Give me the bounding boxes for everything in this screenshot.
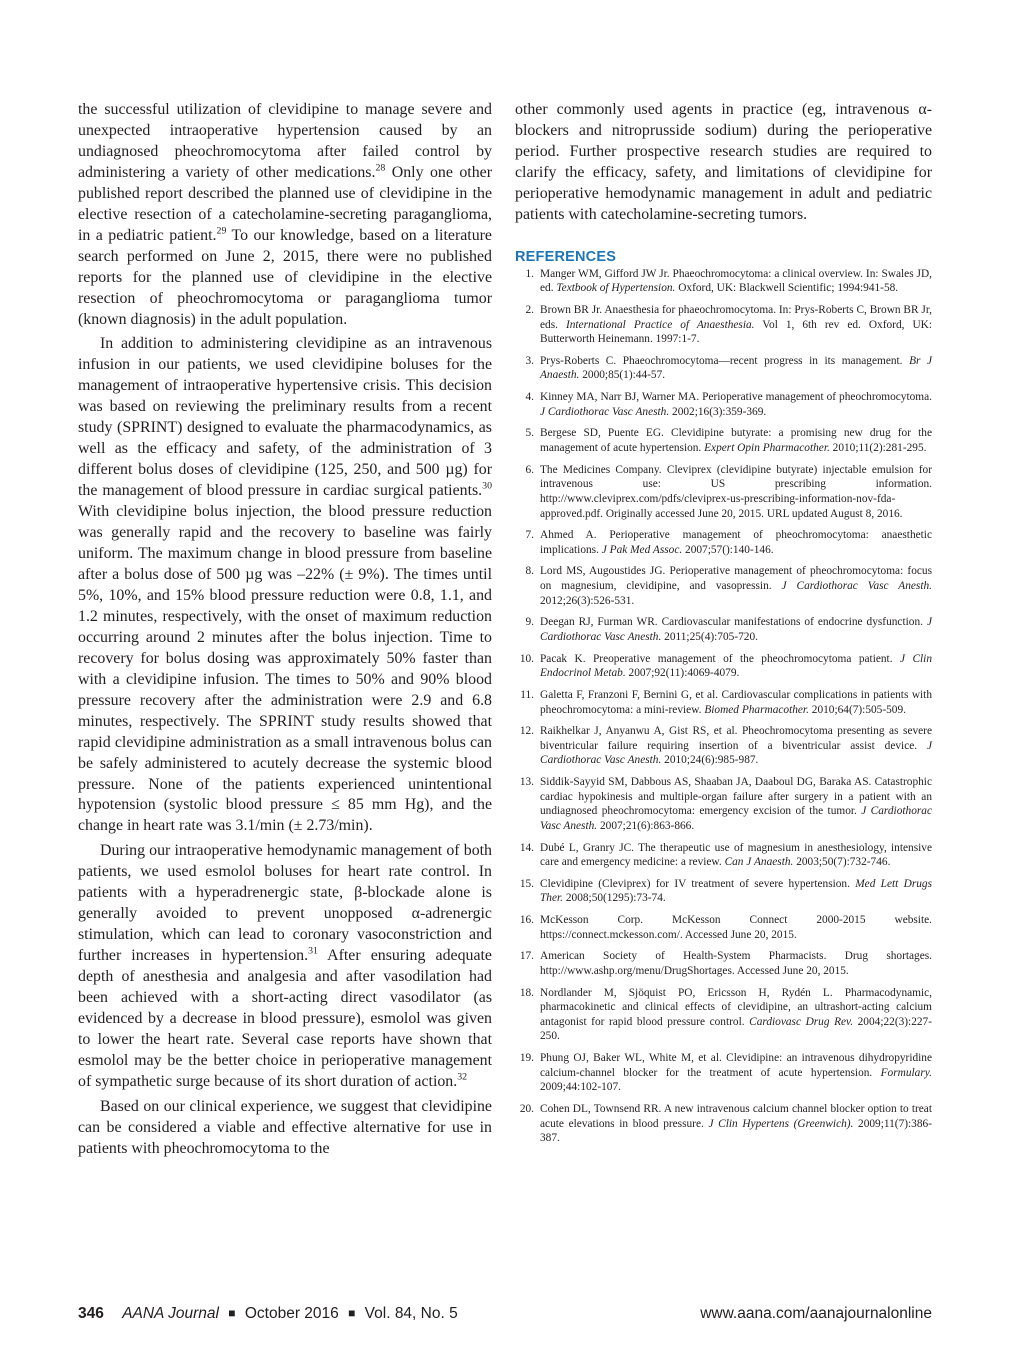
reference-number: 9.: [525, 616, 534, 629]
reference-item: [515, 390, 932, 419]
reference-item: [515, 528, 932, 557]
reference-text: Nordlander M, Sjöquist PO, Ericsson H, Rydén L. Pharmacodynamic, pharmacokinetic and clinical effects of clevidipine, an ultrashort-acting calcium antagonist for rapid blood pressure control. Cardiovasc Drug Rev. 2004;22(3):227-250.: [540, 986, 932, 1043]
reference-number: 15.: [519, 877, 534, 890]
body-paragraph: Based on our clinical experience, we suggest that clevidipine can be considered a viable and effective alternative for use in patients with pheochromocytoma to the: [78, 1097, 492, 1157]
reference-text: Prys-Roberts C. Phaeochromocytoma—recent progress in its management. Br J Anaesth. 2000;85(1):44-57.: [540, 354, 932, 382]
reference-item: [515, 724, 932, 768]
reference-item: [515, 688, 932, 717]
page-number: 346: [78, 1305, 104, 1322]
reference-item: [515, 1102, 932, 1146]
reference-item: [515, 986, 932, 1044]
reference-number: 4.: [525, 391, 534, 404]
reference-text: Brown BR Jr. Anaesthesia for phaeochromocytoma. In: Prys-Roberts C, Brown BR Jr, eds. International Practice of Anaesthesia. Vol 1, 6th rev ed. Oxford, UK: Butterworth Heinemann. 1997:1-7.: [540, 304, 932, 346]
reference-text: Dubé L, Granry JC. The therapeutic use of magnesium in anesthesiology, intensive care and emergency medicine: a review. Can J Anaesth. 2003;50(7):732-746.: [540, 841, 932, 869]
reference-number: 10.: [519, 652, 534, 665]
reference-number: 17.: [519, 950, 534, 963]
reference-item: [515, 615, 932, 644]
reference-text: Lord MS, Augoustides JG. Perioperative management of pheochromocytoma: focus on magnesium, clevidipine, and vasopressin. J Cardiothorac Vasc Anesth. 2012;26(3):526-531.: [540, 565, 933, 607]
reference-item: [515, 564, 932, 608]
reference-item: [515, 877, 932, 906]
footer-citation: [78, 1305, 458, 1323]
reference-item: [515, 463, 932, 521]
reference-item: [515, 354, 932, 383]
page-footer: [78, 1305, 932, 1327]
reference-number: 5.: [525, 427, 534, 440]
reference-item: [515, 913, 932, 942]
reference-number: 8.: [525, 565, 534, 578]
right-column: [515, 100, 932, 1153]
left-column: [78, 100, 492, 1160]
reference-text: McKesson Corp. McKesson Connect 2000-2015 website. https://connect.mckesson.com/. Accessed June 20, 2015.: [540, 914, 932, 941]
reference-text: Pacak K. Preoperative management of the pheochromocytoma patient. J Clin Endocrinol Metab. 2007;92(11):4069-4079.: [540, 652, 932, 680]
reference-text: Deegan RJ, Furman WR. Cardiovascular manifestations of endocrine dysfunction. J Cardiothorac Vasc Anesth. 2011;25(4):705-720.: [540, 616, 932, 643]
reference-list: [515, 267, 932, 1146]
reference-item: [515, 652, 932, 681]
body-paragraph: the successful utilization of clevidipine to manage severe and unexpected intraoperative hypertension caused by an undiagnosed pheochromocytoma after failed control by administering a variety of other medications.$^{28}$ Only one other published report described the planned use of clevidipine in the elective resection of a catecholamine-secreting paraganglioma, in a pediatric patient.$^{29}$ To our knowledge, based on a literature search performed on June 2, 2015, there were no published reports for the planned use of clevidipine in the elective resection of pheochromocytoma or paraganglioma tumor (known diagnosis) in the adult population.: [78, 101, 492, 328]
reference-number: 19.: [519, 1052, 534, 1065]
reference-number: 2.: [525, 304, 534, 316]
reference-text: Galetta F, Franzoni F, Bernini G, et al. Cardiovascular complications in patients with pheochromocytoma: a mini-review. Biomed Pharmacother. 2010;64(7):505-509.: [540, 688, 932, 716]
journal-name: AANA Journal: [122, 1305, 219, 1322]
reference-text: Phung OJ, Baker WL, White M, et al. Clevidipine: an intravenous dihydropyridine calcium-channel blocker for the treatment of acute hypertension. Formulary. 2009;44:102-107.: [540, 1052, 932, 1094]
reference-text: Raikhelkar J, Anyanwu A, Gist RS, et al. Pheochromocytoma presenting as severe biventricular failure requiring insertion of a biventricular assist device. J Cardiothorac Vasc Anesth. 2010;24(6):985-987.: [540, 725, 932, 767]
reference-text: Kinney MA, Narr BJ, Warner MA. Perioperative management of pheochromocytoma. J Cardiothorac Vasc Anesth. 2002;16(3):359-369.: [540, 391, 932, 418]
reference-item: [515, 775, 932, 833]
references-heading: REFERENCES: [515, 248, 617, 265]
reference-number: 7.: [525, 529, 534, 542]
reference-text: Cohen DL, Townsend RR. A new intravenous calcium channel blocker option to treat acute elevations in blood pressure. J Clin Hypertens (Greenwich). 2009;11(7):386-387.: [540, 1103, 932, 1145]
separator-icon: ■: [228, 1306, 236, 1320]
journal-website: www.aana.com/aanajournalonline: [700, 1305, 932, 1322]
volume-issue: Vol. 84, No. 5: [364, 1305, 458, 1322]
reference-text: Ahmed A. Perioperative management of pheochromocytoma: anaesthetic implications. J Pak Med Assoc. 2007;57():140-146.: [540, 529, 932, 556]
body-paragraph: During our intraoperative hemodynamic management of both patients, we used esmolol boluses for heart rate control. In patients with a hyperadrenergic state, β-blockade alone is generally avoided to prevent unopposed α-adrenergic stimulation, which can lead to coronary vasoconstriction and further increases in hypertension.$^{31}$ After ensuring adequate depth of anesthesia and analgesia and after vasodilation had been achieved with a short-acting direct vasodilator (as evidenced by a decrease in blood pressure), esmolol was given to lower the heart rate. Several case reports have shown that esmolol may be the better choice in perioperative management of sympathetic surge because of its short duration of action.$^{32}$: [78, 842, 492, 1090]
reference-text: American Society of Health-System Pharmacists. Drug shortages. http://www.ashp.org/menu/DrugShortages. Accessed June 20, 2015.: [540, 950, 932, 977]
reference-number: 6.: [525, 463, 534, 476]
reference-text: Siddik-Sayyid SM, Dabbous AS, Shaaban JA, Daaboul DG, Baraka AS. Catastrophic cardiac hypokinesis and multiple-organ failure after surgery in a patient with an undiagnosed pheochromocytoma: emergency excision of the tumor. J Cardiothorac Vasc Anesth. 2007;21(6):863-866.: [540, 776, 932, 832]
body-paragraph: In addition to administering clevidipine as an intravenous infusion in our patients, we used clevidipine boluses for the management of intraoperative hypertensive crisis. This decision was based on reviewing the preliminary results from a recent study (SPRINT) designed to evaluate the pharmacodynamics, as well as the efficacy and safety, of the administration of 3 different bolus doses of clevidipine (125, 250, and 500 µg) for the management of blood pressure in cardiac surgical patients.$^{30}$ With clevidipine bolus injection, the blood pressure reduction was generally rapid and the recovery to baseline was fairly uniform. The maximum change in blood pressure from baseline after a bolus dose of 500 µg was –22% (± 9%). The times until 5%, 10%, and 15% blood pressure reduction were 0.8, 1.1, and 1.2 minutes, respectively, with the onset of maximum reduction occurring around 2 minutes after the bolus injection. Time to recovery for bolus dosing was approximately 50% faster than with a clevidipine infusion. The times to 50% and 90% blood pressure recovery after the administration were 2.9 and 6.8 minutes, respectively. The SPRINT study results showed that rapid clevidipine administration as a small intravenous bolus can be safely administered to acutely decrease the systemic blood pressure. None of the patients experienced unintentional hypotension (systolic blood pressure ≤ 85 mm Hg), and the change in heart rate was 3.1/min (± 2.73/min).: [78, 335, 492, 835]
reference-number: 16.: [519, 914, 534, 927]
reference-item: [515, 1051, 932, 1095]
reference-item: [515, 841, 932, 870]
reference-text: Manger WM, Gifford JW Jr. Phaeochromocytoma: a clinical overview. In: Swales JD, ed. Textbook of Hypertension. Oxford, UK: Blackwell Scientific; 1994:941-58.: [540, 267, 932, 295]
reference-number: 13.: [519, 776, 534, 789]
reference-number: 3.: [525, 354, 534, 367]
reference-item: [515, 267, 932, 296]
reference-number: 11.: [520, 688, 534, 701]
reference-number: 14.: [519, 841, 534, 854]
reference-text: Bergese SD, Puente EG. Clevidipine butyrate: a promising new drug for the management of acute hypertension. Expert Opin Pharmacother. 2010;11(2):281-295.: [540, 427, 932, 455]
reference-item: [515, 303, 932, 347]
body-paragraph: other commonly used agents in practice (eg, intravenous α-blockers and nitroprusside sodium) during the perioperative period. Further prospective research studies are required to clarify the efficacy, safety, and limitations of clevidipine for perioperative hemodynamic management in adult and pediatric patients with catecholamine-secreting tumors.: [515, 101, 932, 223]
separator-icon: ■: [348, 1306, 356, 1320]
reference-text: Clevidipine (Cleviprex) for IV treatment of severe hypertension. Med Lett Drugs Ther. 2008;50(1295):73-74.: [540, 877, 932, 905]
reference-number: 12.: [519, 725, 534, 738]
issue-date: October 2016: [244, 1305, 339, 1322]
reference-item: [515, 426, 932, 455]
reference-number: 20.: [519, 1103, 534, 1115]
reference-text: The Medicines Company. Cleviprex (clevidipine butyrate) injectable emulsion for intravenous use: US prescribing information. http://www.cleviprex.com/pdfs/cleviprex-us-prescribing-information-nov-fda-approved.pdf. Originally accessed June 20, 2015. URL updated August 8, 2016.: [540, 463, 932, 520]
reference-number: 1.: [525, 267, 534, 280]
reference-item: [515, 949, 932, 978]
reference-number: 18.: [519, 986, 534, 999]
